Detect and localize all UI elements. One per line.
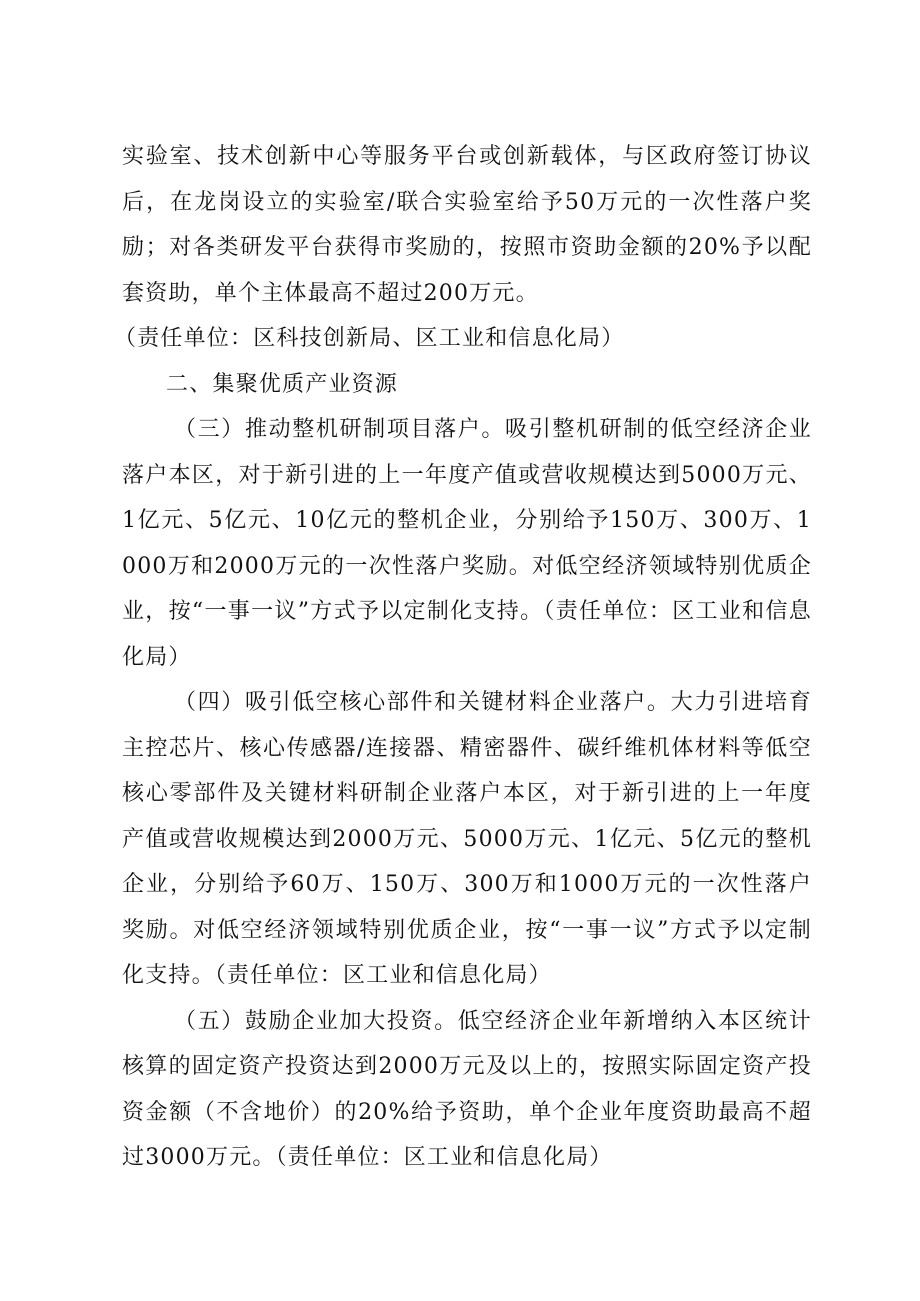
section-heading: 二、集聚优质产业资源 [166,371,399,397]
document-page [114,134,812,1181]
paragraph-lab-reward: 实验室、技术创新中心等服务平台或创新载体，与区政府签订协议后，在龙岗设立的实验室/联合实验室给予50万元的一次性落户奖励；对各类研发平台获得市奖励的，按照市资助金额的20%予以配套资助，单个主体最高不超过200万元。 [122,144,812,306]
paragraph-item-five: （五）鼓励企业加大投资。低空经济企业年新增纳入本区统计核算的固定资产投资达到2000万元及以上的，按照实际固定资产投资金额（不含地价）的20%给予资助，单个企业年度资助最高不超过3000万元。（责任单位：区工业和信息化局） [122,1008,812,1170]
paragraph-item-three: （三）推动整机研制项目落户。吸引整机研制的低空经济企业落户本区，对于新引进的上一年度产值或营收规模达到5000万元、1亿元、5亿元、10亿元的整机企业，分别给予150万、300万、1000万和2000万元的一次性落户奖励。对低空经济领域特别优质企业，按“一事一议”方式予以定制化支持。（责任单位：区工业和信息化局） [122,417,812,670]
paragraph-responsible-unit: （责任单位：区科技创新局、区工业和信息化局） [114,326,625,351]
paragraph-item-four: （四）吸引低空核心部件和关键材料企业落户。大力引进培育主控芯片、核心传感器/连接器、精密器件、碳纤维机体材料等低空核心零部件及关键材料研制企业落户本区，对于新引进的上一年度产值或营收规模达到2000万元、5000万元、1亿元、5亿元的整机企业，分别给予60万、150万、300万和1000万元的一次性落户奖励。对低空经济领域特别优质企业，按“一事一议”方式予以定制化支持。（责任单位：区工业和信息化局） [122,690,812,988]
